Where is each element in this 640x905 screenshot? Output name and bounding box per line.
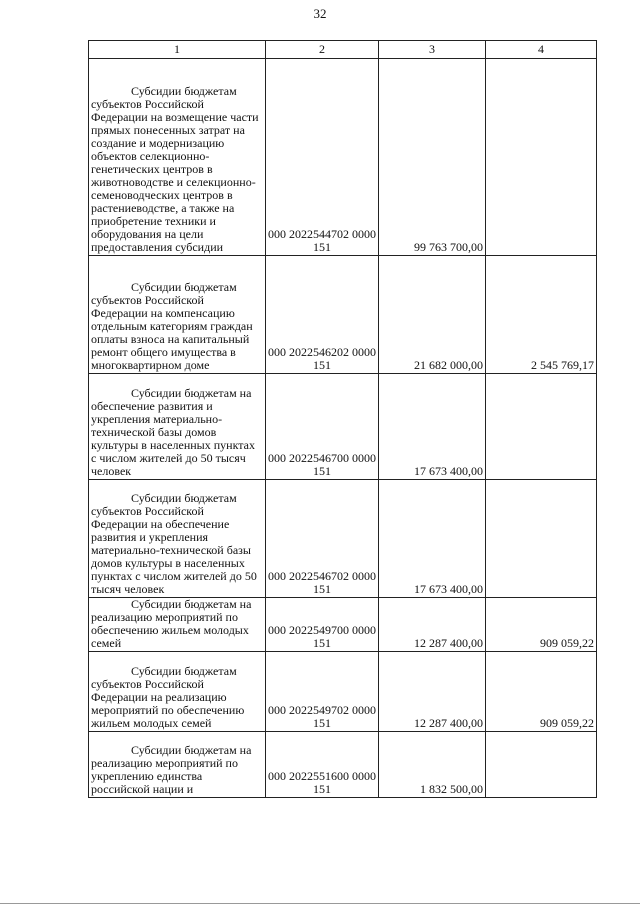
amount2-cell: [486, 374, 597, 480]
budget-code-cell: 000 2022544702 0000 151: [266, 59, 379, 256]
budget-code-cell: 000 2022549700 0000 151: [266, 598, 379, 652]
column-header-4: 4: [486, 41, 597, 59]
table-row: [89, 59, 597, 256]
subsidy-name-cell: [89, 598, 266, 652]
amount2-cell: [486, 59, 597, 256]
page-number: 32: [313, 6, 327, 21]
table-row: [89, 480, 597, 598]
subsidy-name-cell: [89, 732, 266, 798]
subsidy-name: Субсидии бюджетам на обеспечение развития и укрепления материально-технической базы домов культуры в населенных пунктах с числом жителей до 50 тысяч человек: [91, 386, 255, 478]
amount-cell: 12 287 400,00: [379, 598, 486, 652]
table-row: [89, 652, 597, 732]
amount-cell: 99 763 700,00: [379, 59, 486, 256]
subsidy-name-cell: [89, 480, 266, 598]
amount-cell: 17 673 400,00: [379, 374, 486, 480]
budget-code-cell: 000 2022549702 0000 151: [266, 652, 379, 732]
subsidy-name: Субсидии бюджетам субъектов Российской Федерации на возмещение части прямых понесенных затрат на создание и модернизацию объектов селекционно-генетических центров в животноводстве и селекционно-семеноводческих центров в растениеводстве, а также на приобретение техники и оборудования на цели предоставления субсидии: [91, 84, 259, 254]
amount-cell: 21 682 000,00: [379, 256, 486, 374]
budget-code-cell: 000 2022546700 0000 151: [266, 374, 379, 480]
table-row: [89, 732, 597, 798]
amount-cell: 1 832 500,00: [379, 732, 486, 798]
amount2-cell: 909 059,22: [486, 652, 597, 732]
amount2-cell: [486, 732, 597, 798]
subsidy-name: Субсидии бюджетам на реализацию мероприятий по обеспечению жильем молодых семей: [91, 597, 252, 650]
table-row: [89, 598, 597, 652]
subsidy-name-cell: [89, 374, 266, 480]
table-row: [89, 374, 597, 480]
amount-cell: 17 673 400,00: [379, 480, 486, 598]
subsidy-name: Субсидии бюджетам субъектов Российской Федерации на компенсацию отдельным категориям граждан оплаты взноса на капитальный ремонт общего имущества в многоквартирном доме: [91, 280, 253, 372]
page-bottom-edge: [0, 903, 640, 904]
budget-code-cell: 000 2022546702 0000 151: [266, 480, 379, 598]
budget-code-cell: 000 2022551600 0000 151: [266, 732, 379, 798]
amount2-cell: 2 545 769,17: [486, 256, 597, 374]
amount2-cell: 909 059,22: [486, 598, 597, 652]
amount-cell: 12 287 400,00: [379, 652, 486, 732]
budget-revenue-table: [88, 40, 597, 798]
table-header-row: [89, 41, 597, 59]
amount2-cell: [486, 480, 597, 598]
budget-code-cell: 000 2022546202 0000 151: [266, 256, 379, 374]
subsidy-name-cell: [89, 256, 266, 374]
subsidy-name: Субсидии бюджетам субъектов Российской Федерации на обеспечение развития и укрепления материально-технической базы домов культуры в населенных пунктах с числом жителей до 50 тысяч человек: [91, 491, 257, 596]
subsidy-name: Субсидии бюджетам субъектов Российской Федерации на реализацию мероприятий по обеспечению жильем молодых семей: [91, 664, 245, 730]
subsidy-name-cell: [89, 652, 266, 732]
subsidy-name-cell: [89, 59, 266, 256]
column-header-1: 1: [89, 41, 266, 59]
column-header-3: 3: [379, 41, 486, 59]
column-header-2: 2: [266, 41, 379, 59]
subsidy-name: Субсидии бюджетам на реализацию мероприятий по укреплению единства российской нации и: [91, 743, 252, 796]
table-row: [89, 256, 597, 374]
